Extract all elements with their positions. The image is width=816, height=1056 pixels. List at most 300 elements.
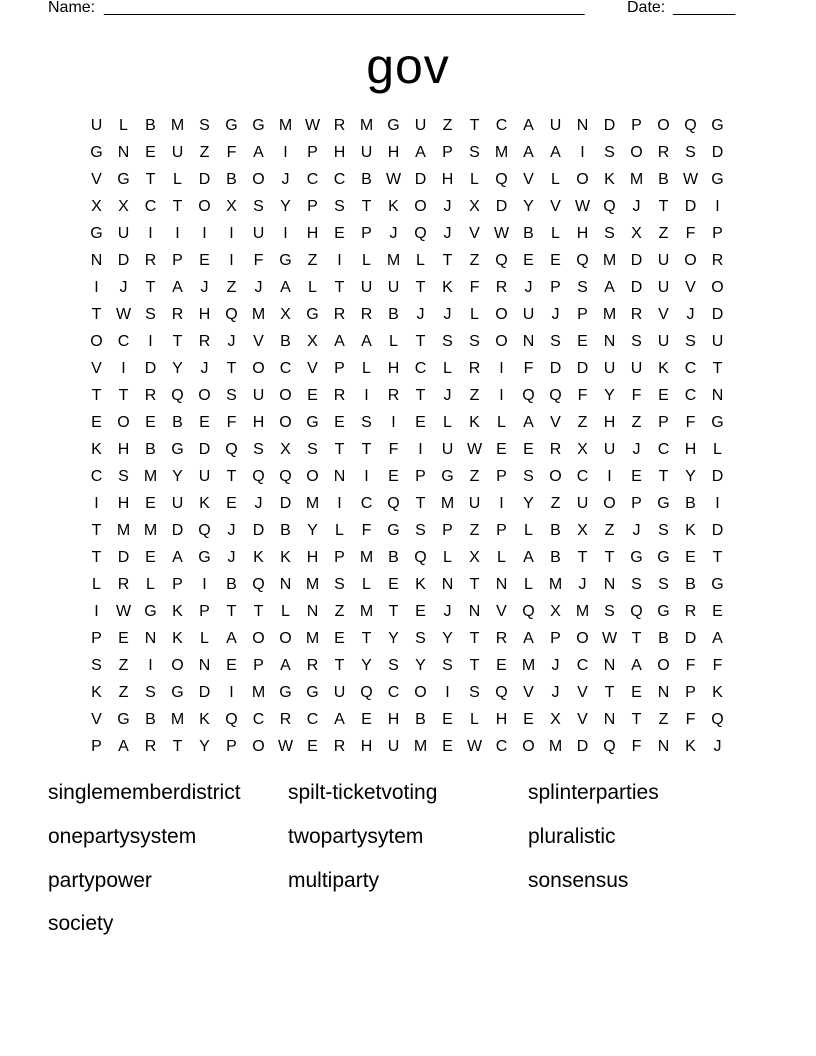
grid-letter: E	[415, 414, 426, 431]
grid-letter: N	[657, 684, 670, 701]
grid-letter: L	[281, 603, 290, 620]
grid-row	[83, 625, 731, 652]
grid-letter: S	[442, 657, 453, 674]
grid-letter: O	[117, 414, 130, 431]
grid-letter: N	[603, 333, 616, 350]
grid-letter: Q	[414, 549, 427, 566]
grid-letter: A	[334, 333, 345, 350]
grid-letter: W	[277, 738, 294, 755]
grid-letter: P	[334, 360, 345, 377]
grid-row	[83, 598, 731, 625]
grid-letter: I	[229, 225, 234, 242]
grid-letter: B	[388, 306, 399, 323]
grid-letter: F	[577, 387, 588, 404]
grid-letter: J	[551, 657, 560, 674]
grid-letter: T	[712, 360, 723, 377]
grid-letter: O	[306, 468, 319, 485]
grid-letter: J	[524, 279, 533, 296]
grid-letter: R	[171, 306, 184, 323]
grid-letter: Y	[199, 738, 210, 755]
grid-letter: N	[495, 576, 508, 593]
grid-letter: A	[712, 630, 723, 647]
grid-letter: G	[630, 549, 643, 566]
grid-letter: K	[280, 549, 291, 566]
grid-letter: C	[387, 684, 400, 701]
grid-letter: G	[171, 684, 184, 701]
grid-letter: P	[658, 414, 669, 431]
grid-letter: E	[577, 333, 588, 350]
grid-letter: O	[576, 171, 589, 188]
grid-letter: T	[91, 522, 102, 539]
grid-letter: B	[145, 117, 156, 134]
grid-letter: I	[715, 198, 720, 215]
grid-letter: E	[307, 738, 318, 755]
grid-letter: B	[685, 495, 696, 512]
grid-letter: R	[117, 576, 130, 593]
grid-letter: T	[469, 630, 480, 647]
grid-letter: J	[416, 306, 425, 323]
grid-letter: P	[577, 306, 588, 323]
word-list-item: sonsensus	[528, 868, 629, 892]
grid-row	[83, 706, 731, 733]
grid-letter: Q	[549, 387, 562, 404]
grid-letter: R	[333, 738, 346, 755]
grid-letter: D	[684, 198, 697, 215]
grid-letter: T	[712, 549, 723, 566]
grid-letter: N	[441, 576, 454, 593]
grid-letter: Q	[225, 306, 238, 323]
grid-letter: V	[91, 171, 102, 188]
grid-letter: R	[360, 306, 373, 323]
grid-letter: G	[279, 684, 292, 701]
grid-letter: P	[550, 279, 561, 296]
grid-letter: B	[172, 414, 183, 431]
grid-letter: L	[146, 576, 155, 593]
grid-letter: V	[307, 360, 318, 377]
grid-letter: I	[148, 657, 153, 674]
grid-letter: L	[524, 522, 533, 539]
grid-letter: X	[91, 198, 102, 215]
grid-letter: M	[629, 171, 644, 188]
grid-letter: P	[712, 225, 723, 242]
grid-letter: Y	[280, 198, 291, 215]
grid-row	[83, 139, 731, 166]
grid-letter: H	[306, 549, 319, 566]
grid-letter: D	[414, 171, 427, 188]
grid-letter: L	[92, 576, 101, 593]
grid-letter: O	[198, 198, 211, 215]
grid-letter: O	[279, 387, 292, 404]
grid-letter: R	[144, 738, 157, 755]
grid-letter: R	[549, 441, 562, 458]
grid-letter: O	[414, 198, 427, 215]
grid-letter: Z	[442, 117, 453, 134]
grid-letter: L	[119, 117, 128, 134]
grid-letter: E	[496, 441, 507, 458]
grid-letter: E	[334, 414, 345, 431]
grid-letter: I	[94, 603, 99, 620]
grid-letter: H	[333, 144, 346, 161]
grid-letter: T	[172, 333, 183, 350]
name-field[interactable]: ______________________________________________________	[104, 0, 585, 16]
grid-letter: U	[576, 495, 589, 512]
grid-letter: I	[175, 225, 180, 242]
grid-letter: E	[91, 414, 102, 431]
grid-letter: S	[469, 144, 480, 161]
word-list	[48, 778, 768, 953]
grid-letter: S	[469, 333, 480, 350]
grid-letter: F	[388, 441, 399, 458]
grid-letter: G	[279, 252, 292, 269]
grid-letter: N	[711, 387, 724, 404]
grid-letter: K	[685, 522, 696, 539]
grid-letter: M	[440, 495, 455, 512]
date-field[interactable]: _______	[673, 0, 736, 16]
grid-letter: C	[117, 333, 130, 350]
grid-letter: O	[549, 468, 562, 485]
grid-letter: I	[418, 441, 423, 458]
grid-letter: P	[631, 495, 642, 512]
date-label: Date:	[627, 0, 666, 16]
grid-letter: Z	[631, 414, 642, 431]
grid-letter: T	[118, 387, 129, 404]
grid-letter: E	[334, 225, 345, 242]
grid-letter: P	[496, 522, 507, 539]
grid-letter: P	[91, 630, 102, 647]
grid-letter: L	[362, 252, 371, 269]
grid-row	[83, 679, 731, 706]
grid-letter: J	[443, 306, 452, 323]
grid-letter: R	[333, 117, 346, 134]
grid-letter: N	[306, 603, 319, 620]
grid-letter: C	[414, 360, 427, 377]
grid-letter: D	[198, 684, 211, 701]
grid-letter: S	[145, 306, 156, 323]
grid-letter: I	[229, 684, 234, 701]
grid-letter: R	[144, 252, 157, 269]
grid-letter: Q	[684, 117, 697, 134]
grid-letter: D	[198, 441, 211, 458]
grid-letter: H	[603, 414, 616, 431]
grid-letter: V	[685, 279, 696, 296]
grid-letter: Y	[361, 657, 372, 674]
grid-letter: B	[658, 630, 669, 647]
grid-letter: L	[173, 171, 182, 188]
grid-letter: A	[280, 279, 291, 296]
grid-letter: Q	[252, 576, 265, 593]
grid-letter: G	[225, 117, 238, 134]
grid-letter: W	[115, 306, 132, 323]
grid-letter: F	[685, 225, 696, 242]
grid-letter: G	[387, 522, 400, 539]
grid-letter: A	[172, 549, 183, 566]
grid-letter: T	[442, 252, 453, 269]
grid-letter: G	[90, 144, 103, 161]
grid-letter: B	[388, 549, 399, 566]
grid-letter: X	[307, 333, 318, 350]
grid-letter: J	[443, 603, 452, 620]
grid-letter: R	[630, 306, 643, 323]
grid-letter: H	[387, 360, 400, 377]
grid-letter: O	[657, 117, 670, 134]
grid-letter: E	[658, 387, 669, 404]
grid-letter: T	[334, 441, 345, 458]
grid-letter: C	[306, 711, 319, 728]
grid-letter: I	[202, 576, 207, 593]
grid-letter: W	[304, 117, 321, 134]
grid-letter: I	[499, 387, 504, 404]
grid-letter: X	[577, 441, 588, 458]
grid-letter: D	[684, 630, 697, 647]
grid-letter: B	[658, 171, 669, 188]
grid-letter: U	[171, 495, 184, 512]
grid-letter: T	[91, 549, 102, 566]
grid-letter: L	[470, 711, 479, 728]
grid-letter: I	[364, 387, 369, 404]
grid-letter: M	[359, 549, 374, 566]
grid-letter: B	[280, 522, 291, 539]
grid-letter: G	[387, 117, 400, 134]
grid-letter: J	[200, 360, 209, 377]
grid-letter: S	[334, 576, 345, 593]
word-list-item: multiparty	[288, 868, 380, 892]
grid-letter: Q	[495, 684, 508, 701]
grid-letter: A	[523, 144, 534, 161]
grid-letter: O	[495, 333, 508, 350]
grid-letter: U	[657, 333, 670, 350]
grid-letter: H	[252, 414, 265, 431]
grid-letter: V	[91, 360, 102, 377]
grid-letter: U	[522, 306, 535, 323]
grid-letter: T	[334, 279, 345, 296]
grid-letter: I	[607, 468, 612, 485]
grid-letter: V	[253, 333, 264, 350]
grid-letter: L	[443, 360, 452, 377]
grid-letter: P	[442, 522, 453, 539]
grid-letter: U	[198, 468, 211, 485]
grid-letter: P	[91, 738, 102, 755]
grid-letter: S	[604, 225, 615, 242]
grid-letter: P	[631, 117, 642, 134]
grid-letter: R	[684, 603, 697, 620]
grid-letter: Z	[307, 252, 318, 269]
grid-letter: S	[226, 387, 237, 404]
grid-letter: R	[333, 387, 346, 404]
grid-letter: T	[91, 306, 102, 323]
grid-letter: U	[333, 684, 346, 701]
grid-letter: A	[550, 144, 561, 161]
grid-row	[83, 409, 731, 436]
grid-letter: L	[497, 414, 506, 431]
grid-letter: M	[305, 576, 320, 593]
grid-letter: Y	[307, 522, 318, 539]
grid-letter: B	[685, 576, 696, 593]
grid-letter: N	[603, 711, 616, 728]
grid-letter: Z	[469, 252, 480, 269]
grid-letter: F	[685, 414, 696, 431]
grid-letter: Q	[630, 603, 643, 620]
grid-letter: Y	[172, 360, 183, 377]
grid-letter: H	[387, 711, 400, 728]
grid-letter: S	[118, 468, 129, 485]
grid-letter: X	[631, 225, 642, 242]
grid-letter: P	[253, 657, 264, 674]
grid-letter: I	[715, 495, 720, 512]
grid-letter: D	[549, 360, 562, 377]
grid-letter: Y	[523, 198, 534, 215]
grid-letter: T	[604, 684, 615, 701]
grid-letter: D	[603, 117, 616, 134]
grid-letter: G	[711, 414, 724, 431]
word-list-item: splinterparties	[528, 781, 659, 804]
grid-letter: L	[713, 441, 722, 458]
grid-letter: Y	[604, 387, 615, 404]
grid-letter: G	[117, 171, 130, 188]
grid-letter: C	[252, 711, 265, 728]
grid-letter: Z	[226, 279, 237, 296]
grid-letter: O	[684, 252, 697, 269]
grid-letter: P	[307, 198, 318, 215]
grid-letter: S	[253, 198, 264, 215]
grid-letter: T	[415, 495, 426, 512]
grid-letter: K	[685, 738, 696, 755]
grid-letter: K	[388, 198, 399, 215]
grid-letter: D	[630, 279, 643, 296]
grid-letter: H	[441, 171, 454, 188]
grid-letter: T	[658, 468, 669, 485]
grid-letter: E	[523, 711, 534, 728]
grid-letter: T	[577, 549, 588, 566]
grid-letter: F	[226, 144, 237, 161]
grid-letter: T	[226, 360, 237, 377]
grid-letter: U	[549, 117, 562, 134]
grid-letter: M	[251, 684, 266, 701]
grid-letter: O	[711, 279, 724, 296]
grid-letter: O	[279, 630, 292, 647]
grid-letter: S	[604, 603, 615, 620]
grid-row	[83, 544, 731, 571]
grid-letter: M	[548, 738, 563, 755]
grid-letter: O	[252, 738, 265, 755]
grid-letter: D	[495, 198, 508, 215]
grid-letter: F	[631, 387, 642, 404]
grid-letter: S	[469, 684, 480, 701]
grid-letter: H	[360, 738, 373, 755]
grid-letter: G	[144, 603, 157, 620]
grid-letter: B	[523, 225, 534, 242]
grid-letter: C	[576, 657, 589, 674]
grid-letter: U	[387, 279, 400, 296]
grid-letter: U	[171, 144, 184, 161]
grid-letter: S	[577, 279, 588, 296]
grid-letter: R	[711, 252, 724, 269]
grid-letter: A	[523, 117, 534, 134]
grid-letter: Q	[198, 522, 211, 539]
grid-letter: T	[145, 279, 156, 296]
grid-letter: T	[361, 630, 372, 647]
grid-letter: E	[307, 387, 318, 404]
grid-letter: K	[199, 495, 210, 512]
grid-letter: I	[283, 144, 288, 161]
grid-letter: L	[308, 279, 317, 296]
grid-letter: J	[551, 306, 560, 323]
grid-letter: B	[415, 711, 426, 728]
grid-row	[83, 382, 731, 409]
grid-letter: D	[171, 522, 184, 539]
grid-letter: T	[172, 198, 183, 215]
grid-letter: L	[389, 333, 398, 350]
grid-letter: K	[199, 711, 210, 728]
grid-letter: Q	[603, 198, 616, 215]
grid-letter: R	[495, 279, 508, 296]
grid-letter: Z	[658, 711, 669, 728]
grid-letter: E	[145, 144, 156, 161]
grid-letter: O	[603, 495, 616, 512]
grid-letter: V	[550, 414, 561, 431]
grid-letter: G	[171, 441, 184, 458]
grid-letter: Z	[199, 144, 210, 161]
grid-letter: F	[631, 738, 642, 755]
grid-letter: U	[468, 495, 481, 512]
grid-letter: M	[251, 306, 266, 323]
grid-letter: U	[117, 225, 130, 242]
grid-letter: Z	[577, 414, 588, 431]
header-line	[48, 0, 748, 19]
grid-letter: R	[144, 387, 157, 404]
grid-row	[83, 247, 731, 274]
grid-letter: K	[442, 279, 453, 296]
name-label: Name:	[48, 0, 96, 16]
grid-letter: O	[252, 360, 265, 377]
grid-letter: X	[550, 603, 561, 620]
grid-letter: S	[91, 657, 102, 674]
grid-letter: U	[414, 117, 427, 134]
grid-letter: E	[145, 549, 156, 566]
grid-letter: C	[333, 171, 346, 188]
grid-letter: Q	[360, 684, 373, 701]
grid-letter: M	[170, 711, 185, 728]
grid-letter: E	[118, 630, 129, 647]
word-search-grid	[83, 112, 731, 760]
grid-letter: L	[362, 576, 371, 593]
grid-letter: T	[631, 630, 642, 647]
grid-letter: I	[121, 360, 126, 377]
grid-letter: U	[441, 441, 454, 458]
grid-letter: P	[550, 630, 561, 647]
grid-letter: A	[253, 144, 264, 161]
grid-letter: L	[200, 630, 209, 647]
grid-letter: A	[523, 549, 534, 566]
word-list-item: spilt-ticketvoting	[288, 781, 438, 804]
grid-letter: K	[658, 360, 669, 377]
grid-letter: K	[604, 171, 615, 188]
grid-letter: E	[199, 414, 210, 431]
grid-letter: U	[90, 117, 103, 134]
grid-letter: W	[493, 225, 510, 242]
grid-letter: W	[385, 171, 402, 188]
grid-row	[83, 112, 731, 139]
grid-letter: E	[145, 495, 156, 512]
grid-letter: M	[116, 522, 131, 539]
grid-row	[83, 328, 731, 355]
word-list-item: society	[48, 912, 114, 936]
grid-letter: E	[712, 603, 723, 620]
grid-letter: D	[630, 252, 643, 269]
grid-letter: O	[279, 414, 292, 431]
grid-letter: C	[684, 360, 697, 377]
grid-letter: A	[604, 279, 615, 296]
grid-letter: E	[145, 414, 156, 431]
